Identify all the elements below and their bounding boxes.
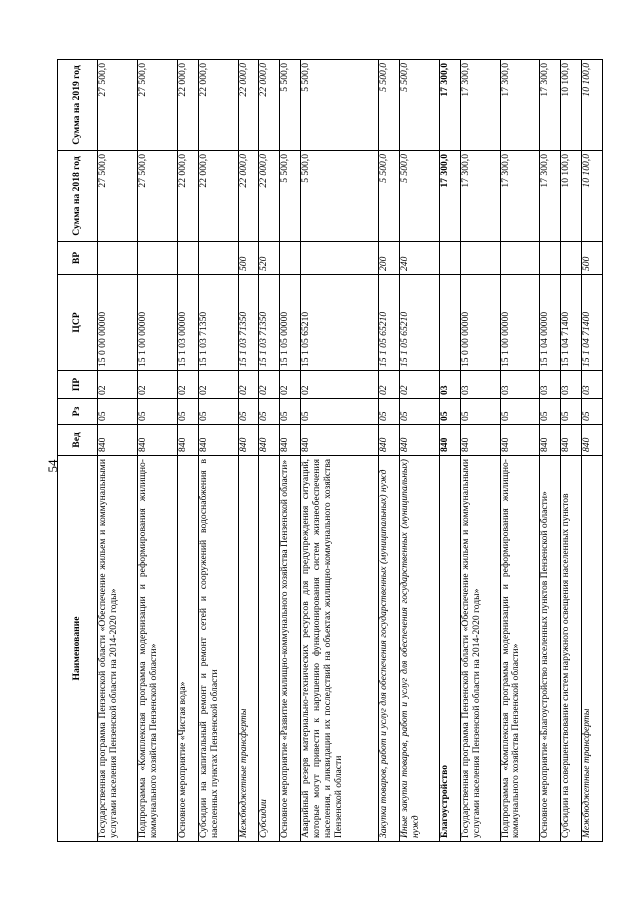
- cell-sum-2018: 10 100,0: [582, 151, 603, 242]
- cell-rz: 05: [238, 399, 259, 425]
- cell-sum-2018: 27 500,0: [98, 151, 138, 242]
- cell-name: Основное мероприятие «Чистая вода»: [177, 456, 198, 842]
- cell-ved: 840: [259, 425, 280, 456]
- cell-csr: 15 0 00 00000: [98, 275, 138, 371]
- cell-csr: 15 0 00 00000: [460, 275, 500, 371]
- header-ved: Вед: [58, 425, 98, 456]
- table-row: [561, 60, 582, 842]
- cell-vr: 500: [582, 242, 603, 275]
- cell-csr: 15 1 04 00000: [540, 275, 561, 371]
- cell-rz: 05: [582, 399, 603, 425]
- cell-sum-2018: 10 100,0: [561, 151, 582, 242]
- cell-name: Основное мероприятие «Развитие жилищно-коммунального хозяйства Пензенской области»: [280, 456, 301, 842]
- cell-rz: 05: [280, 399, 301, 425]
- cell-rz: 05: [439, 399, 460, 425]
- cell-rz: 05: [399, 399, 439, 425]
- table-body: [98, 60, 603, 842]
- cell-ved: 840: [561, 425, 582, 456]
- header-rz: Рз: [58, 399, 98, 425]
- cell-rz: 05: [540, 399, 561, 425]
- cell-rz: 05: [500, 399, 540, 425]
- cell-sum-2019: 17 300,0: [540, 60, 561, 151]
- cell-csr: 15 1 04 71400: [561, 275, 582, 371]
- cell-name: Государственная программа Пензенской области «Обеспечение жильем и коммунальными услугами населения Пензенской области на 2014-2020 годы»: [460, 456, 500, 842]
- cell-ved: 840: [198, 425, 238, 456]
- cell-sum-2018: 17 300,0: [439, 151, 460, 242]
- cell-pr: 03: [460, 371, 500, 399]
- cell-sum-2018: 22 000,0: [238, 151, 259, 242]
- table-row: [399, 60, 439, 842]
- cell-csr: 15 1 04 71400: [582, 275, 603, 371]
- cell-csr: [439, 275, 460, 371]
- cell-name: Благоустройство: [439, 456, 460, 842]
- header-csr: ЦСР: [58, 275, 98, 371]
- cell-sum-2018: 17 300,0: [460, 151, 500, 242]
- cell-pr: 03: [500, 371, 540, 399]
- table-row: [582, 60, 603, 842]
- cell-sum-2019: 17 300,0: [439, 60, 460, 151]
- cell-pr: 02: [177, 371, 198, 399]
- cell-csr: 15 1 03 00000: [177, 275, 198, 371]
- cell-vr: [460, 242, 500, 275]
- cell-ved: 840: [500, 425, 540, 456]
- cell-sum-2019: 27 500,0: [137, 60, 177, 151]
- cell-sum-2018: 5 500,0: [399, 151, 439, 242]
- cell-pr: 03: [540, 371, 561, 399]
- table-row: [259, 60, 280, 842]
- cell-rz: 05: [379, 399, 400, 425]
- cell-sum-2019: 22 000,0: [198, 60, 238, 151]
- cell-vr: [301, 242, 379, 275]
- cell-vr: [98, 242, 138, 275]
- cell-ved: 840: [540, 425, 561, 456]
- cell-vr: [280, 242, 301, 275]
- cell-csr: 15 1 03 71350: [198, 275, 238, 371]
- cell-sum-2019: 10 100,0: [561, 60, 582, 151]
- cell-sum-2018: 17 300,0: [540, 151, 561, 242]
- header-name: Наименование: [58, 456, 98, 842]
- cell-name: Субсидии: [259, 456, 280, 842]
- cell-name: Межбюджетные трансферты: [238, 456, 259, 842]
- budget-table: [57, 59, 603, 842]
- cell-ved: 840: [399, 425, 439, 456]
- cell-ved: 840: [137, 425, 177, 456]
- cell-vr: [500, 242, 540, 275]
- cell-ved: 840: [98, 425, 138, 456]
- table-row: [460, 60, 500, 842]
- cell-sum-2019: 5 500,0: [379, 60, 400, 151]
- header-pr: ПР: [58, 371, 98, 399]
- cell-sum-2019: 17 300,0: [460, 60, 500, 151]
- cell-ved: 840: [582, 425, 603, 456]
- cell-name: Государственная программа Пензенской области «Обеспечение жильем и коммунальными услугами населения Пензенской области на 2014-2020 годы»: [98, 456, 138, 842]
- cell-sum-2018: 22 000,0: [198, 151, 238, 242]
- table-row: [439, 60, 460, 842]
- cell-sum-2019: 22 000,0: [177, 60, 198, 151]
- rotated-content: [57, 60, 603, 842]
- cell-name: Основное мероприятие «Благоустройство населенных пунктов Пензенской области»: [540, 456, 561, 842]
- cell-name: Закупка товаров, работ и услуг для обеспечения государственных (муниципальных) нужд: [379, 456, 400, 842]
- cell-csr: 15 1 05 65210: [379, 275, 400, 371]
- cell-vr: [198, 242, 238, 275]
- table-row: [500, 60, 540, 842]
- cell-vr: [137, 242, 177, 275]
- cell-vr: [439, 242, 460, 275]
- cell-sum-2019: 17 300,0: [500, 60, 540, 151]
- header-sum-2018: Сумма на 2018 год: [58, 151, 98, 242]
- cell-sum-2019: 10 100,0: [582, 60, 603, 151]
- cell-sum-2018: 5 500,0: [301, 151, 379, 242]
- cell-sum-2018: 5 500,0: [280, 151, 301, 242]
- cell-rz: 05: [177, 399, 198, 425]
- cell-rz: 05: [561, 399, 582, 425]
- cell-sum-2019: 5 500,0: [301, 60, 379, 151]
- cell-pr: 02: [137, 371, 177, 399]
- cell-ved: 840: [439, 425, 460, 456]
- table-row: [280, 60, 301, 842]
- cell-csr: 15 1 05 65210: [301, 275, 379, 371]
- cell-pr: 02: [399, 371, 439, 399]
- cell-ved: 840: [379, 425, 400, 456]
- cell-ved: 840: [301, 425, 379, 456]
- cell-pr: 02: [379, 371, 400, 399]
- cell-sum-2019: 5 500,0: [280, 60, 301, 151]
- cell-pr: 02: [198, 371, 238, 399]
- cell-sum-2019: 22 000,0: [238, 60, 259, 151]
- cell-rz: 05: [259, 399, 280, 425]
- table-row: [540, 60, 561, 842]
- cell-pr: 03: [561, 371, 582, 399]
- cell-rz: 05: [460, 399, 500, 425]
- cell-csr: 15 1 00 00000: [137, 275, 177, 371]
- table-row: [238, 60, 259, 842]
- cell-vr: 200: [379, 242, 400, 275]
- cell-sum-2019: 27 500,0: [98, 60, 138, 151]
- cell-vr: [561, 242, 582, 275]
- cell-csr: 15 1 03 71350: [238, 275, 259, 371]
- cell-sum-2018: 17 300,0: [500, 151, 540, 242]
- table-row: [198, 60, 238, 842]
- cell-name: Субсидии на совершенствование систем наружного освещения населенных пунктов: [561, 456, 582, 842]
- cell-name: Межбюджетные трансферты: [582, 456, 603, 842]
- cell-sum-2018: 22 000,0: [177, 151, 198, 242]
- header-vr: ВР: [58, 242, 98, 275]
- cell-rz: 05: [301, 399, 379, 425]
- cell-csr: 15 1 00 00000: [500, 275, 540, 371]
- cell-ved: 840: [238, 425, 259, 456]
- cell-sum-2019: 22 000,0: [259, 60, 280, 151]
- table-row: [301, 60, 379, 842]
- cell-vr: 520: [259, 242, 280, 275]
- cell-pr: 02: [259, 371, 280, 399]
- cell-vr: 500: [238, 242, 259, 275]
- cell-vr: [177, 242, 198, 275]
- cell-name: Аварийный резерв материально-технических ресурсов для предупреждения ситуаций, которые могут привести к нарушению функционирования систем жизнеобеспечения населения, и ликвидации их последствий на объектах жилищно-коммунального хозяйства Пензенской области: [301, 456, 379, 842]
- cell-vr: [540, 242, 561, 275]
- cell-pr: 02: [280, 371, 301, 399]
- cell-rz: 05: [198, 399, 238, 425]
- cell-csr: 15 1 05 00000: [280, 275, 301, 371]
- cell-csr: 15 1 03 71350: [259, 275, 280, 371]
- cell-sum-2018: 22 000,0: [259, 151, 280, 242]
- cell-pr: 02: [238, 371, 259, 399]
- cell-pr: 02: [98, 371, 138, 399]
- cell-sum-2018: 27 500,0: [137, 151, 177, 242]
- cell-ved: 840: [280, 425, 301, 456]
- cell-pr: 03: [582, 371, 603, 399]
- cell-pr: 02: [301, 371, 379, 399]
- table-row: [98, 60, 138, 842]
- cell-ved: 840: [177, 425, 198, 456]
- header-sum-2019: Сумма на 2019 год: [58, 60, 98, 151]
- table-row: [137, 60, 177, 842]
- cell-name: Субсидии на капитальный ремонт и ремонт сетей и сооружений водоснабжения в населенных пунктах Пензенской области: [198, 456, 238, 842]
- cell-ved: 840: [460, 425, 500, 456]
- cell-vr: 240: [399, 242, 439, 275]
- cell-csr: 15 1 05 65210: [399, 275, 439, 371]
- cell-name: Подпрограмма «Комплексная программа модернизации и реформирования жилищно-коммунального хозяйства Пензенской области»: [137, 456, 177, 842]
- cell-rz: 05: [137, 399, 177, 425]
- cell-sum-2018: 5 500,0: [379, 151, 400, 242]
- cell-pr: 03: [439, 371, 460, 399]
- cell-sum-2019: 5 500,0: [399, 60, 439, 151]
- cell-name: Иные закупки товаров, работ и услуг для обеспечения государственных (муниципальных) нужд: [399, 456, 439, 842]
- cell-name: Подпрограмма «Комплексная программа модернизации и реформирования жилищно-коммунального хозяйства Пензенской области»: [500, 456, 540, 842]
- table-row: [379, 60, 400, 842]
- page-number: 54: [45, 459, 60, 473]
- cell-rz: 05: [98, 399, 138, 425]
- table-row: [177, 60, 198, 842]
